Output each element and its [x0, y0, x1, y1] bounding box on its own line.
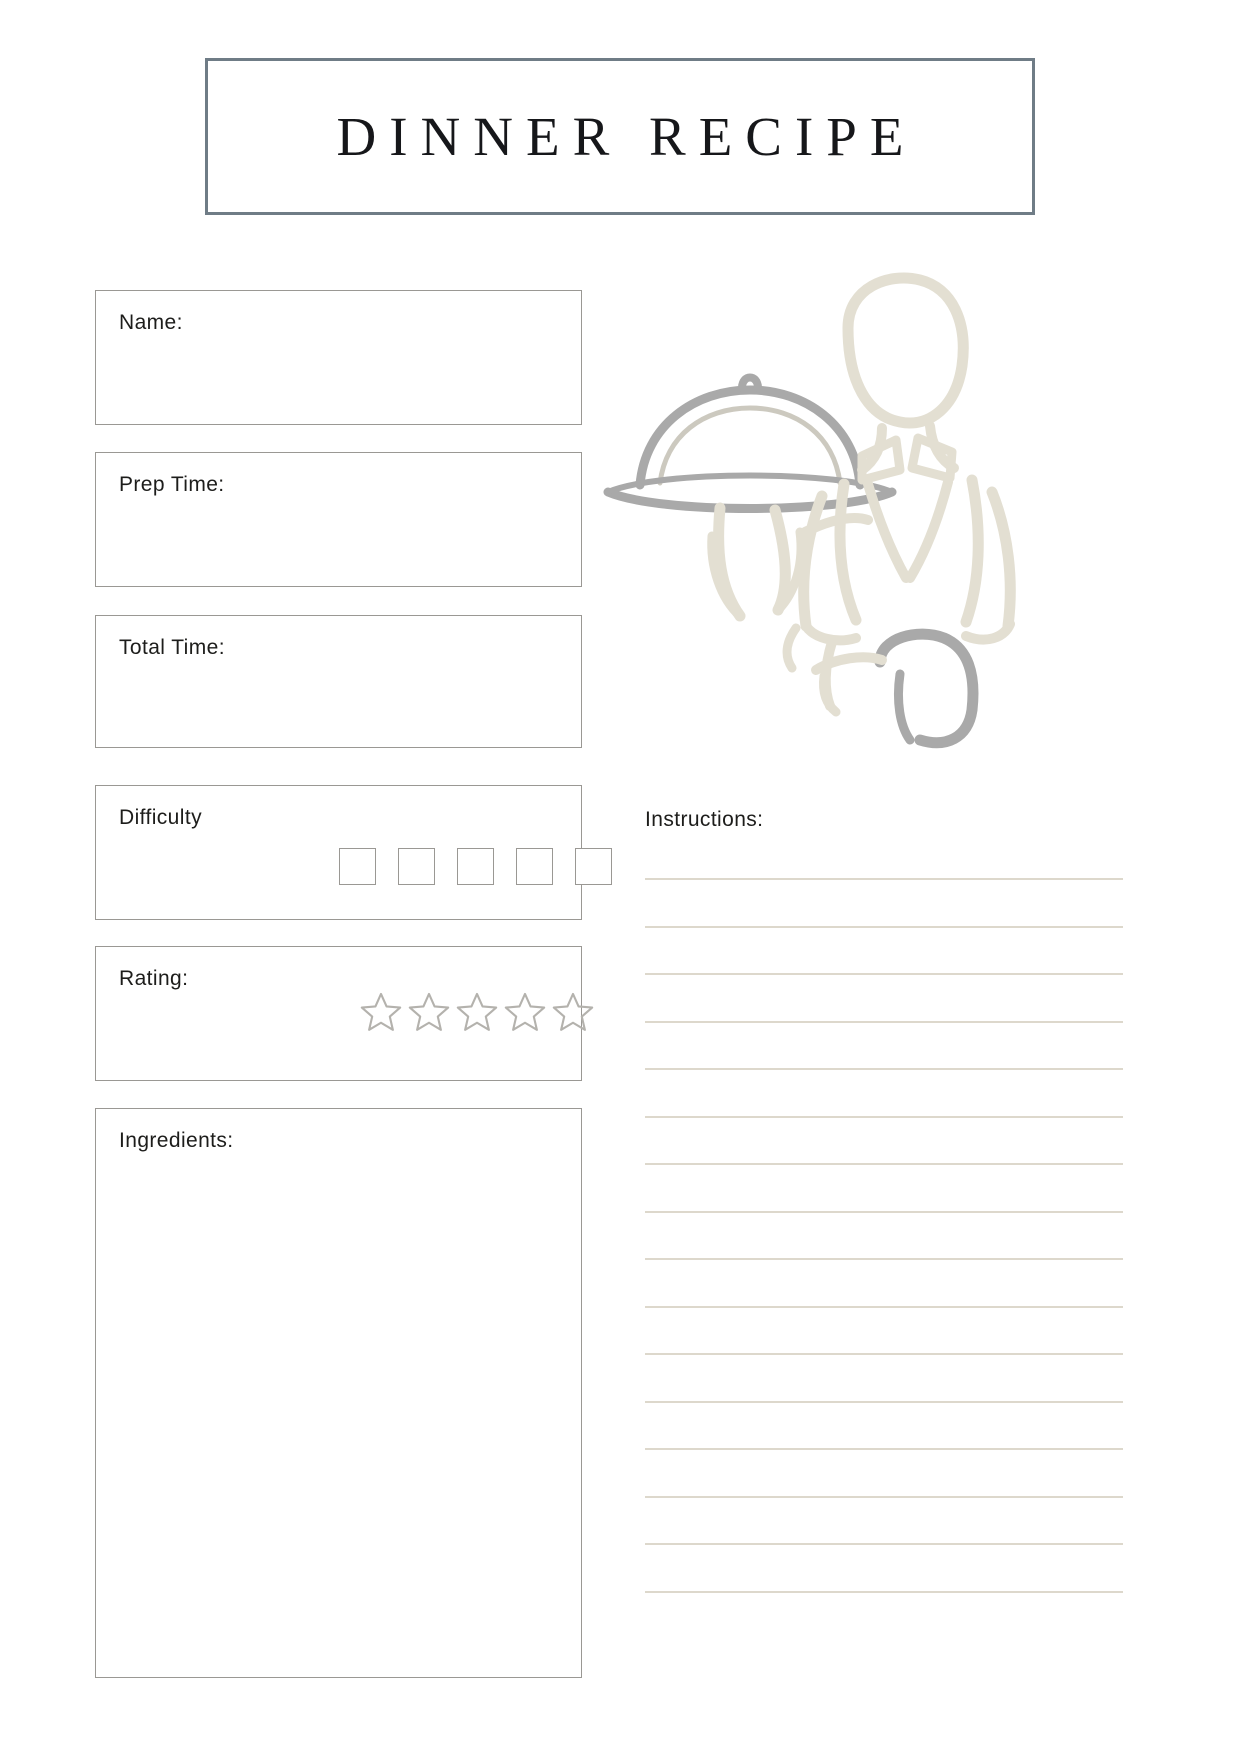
writing-line[interactable]: [645, 1163, 1123, 1165]
star-icon[interactable]: [454, 989, 500, 1035]
instructions-label: Instructions:: [645, 808, 764, 831]
star-icon[interactable]: [502, 989, 548, 1035]
name-label: Name:: [119, 311, 183, 334]
total-time-label: Total Time:: [119, 636, 225, 659]
rating-label: Rating:: [119, 967, 189, 990]
difficulty-label: Difficulty: [119, 806, 202, 829]
page-title: DINNER RECIPE: [336, 106, 917, 167]
difficulty-checkbox[interactable]: [398, 848, 435, 885]
star-icon[interactable]: [550, 989, 596, 1035]
ingredients-label: Ingredients:: [119, 1129, 234, 1152]
writing-line[interactable]: [645, 1258, 1123, 1260]
difficulty-checkbox[interactable]: [575, 848, 612, 885]
writing-line[interactable]: [645, 1543, 1123, 1545]
instructions-lines[interactable]: [645, 878, 1123, 1638]
writing-line[interactable]: [645, 926, 1123, 928]
writing-line[interactable]: [645, 1353, 1123, 1355]
writing-line[interactable]: [645, 973, 1123, 975]
difficulty-checkbox[interactable]: [339, 848, 376, 885]
title-inner-frame: [215, 68, 1025, 205]
writing-line[interactable]: [645, 878, 1123, 880]
difficulty-checkbox-group[interactable]: [339, 848, 612, 885]
prep-time-field-box[interactable]: [95, 452, 582, 587]
writing-line[interactable]: [645, 1116, 1123, 1118]
writing-line[interactable]: [645, 1591, 1123, 1593]
rating-star-group[interactable]: [358, 989, 596, 1035]
star-icon[interactable]: [406, 989, 452, 1035]
name-field-box[interactable]: [95, 290, 582, 425]
writing-line[interactable]: [645, 1068, 1123, 1070]
star-icon[interactable]: [358, 989, 404, 1035]
rating-field-box[interactable]: [95, 946, 582, 1081]
waiter-with-cloche-illustration: [600, 270, 1100, 780]
writing-line[interactable]: [645, 1448, 1123, 1450]
writing-line[interactable]: [645, 1211, 1123, 1213]
difficulty-checkbox[interactable]: [457, 848, 494, 885]
writing-line[interactable]: [645, 1401, 1123, 1403]
prep-time-label: Prep Time:: [119, 473, 225, 496]
total-time-field-box[interactable]: [95, 615, 582, 748]
writing-line[interactable]: [645, 1496, 1123, 1498]
difficulty-field-box[interactable]: [95, 785, 582, 920]
difficulty-checkbox[interactable]: [516, 848, 553, 885]
title-frame: [205, 58, 1035, 215]
ingredients-field-box[interactable]: [95, 1108, 582, 1678]
writing-line[interactable]: [645, 1306, 1123, 1308]
writing-line[interactable]: [645, 1021, 1123, 1023]
